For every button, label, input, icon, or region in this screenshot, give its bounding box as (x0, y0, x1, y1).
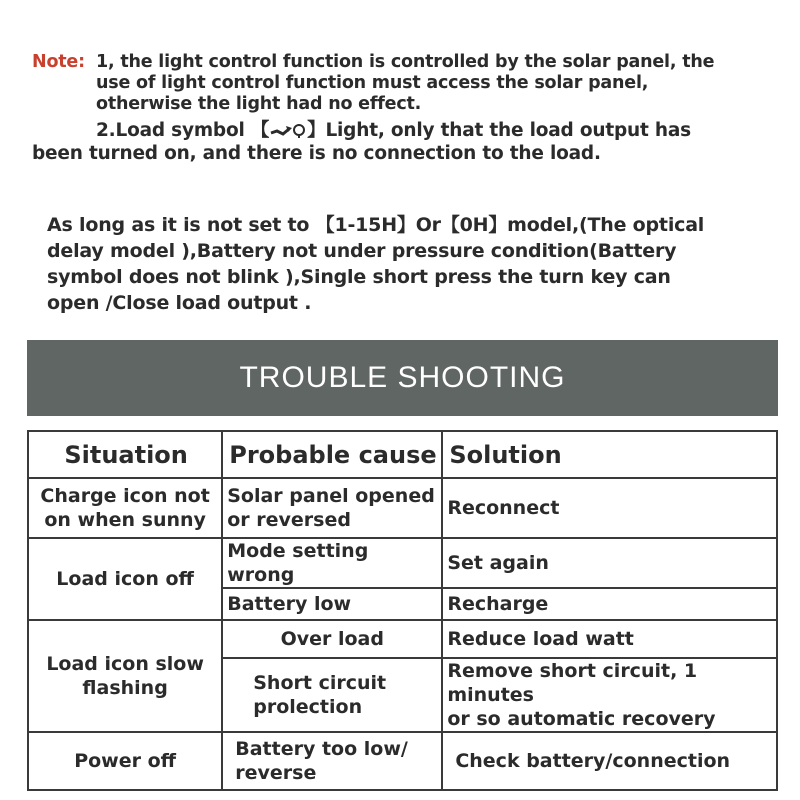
note-item-2-line-2: been turned on, and there is no connection to the load. (32, 143, 601, 164)
note-item-2 (32, 119, 787, 165)
table-row (28, 620, 777, 658)
solution-remove-short-circuit: Remove short circuit, 1 minutes or so automatic recovery (442, 658, 777, 732)
table-row (28, 732, 777, 790)
note-item-1 (32, 52, 787, 115)
trouble-shooting-table (27, 430, 778, 791)
situation-charge-icon: Charge icon not on when sunny (28, 478, 222, 538)
load-light-icon (269, 121, 307, 137)
cause-over-load: Over load (222, 620, 442, 658)
note-item-1-line-3: otherwise the light had no effect. (96, 94, 422, 114)
table-header-row (28, 431, 777, 478)
paragraph-line-2: delay model ),Battery not under pressure condition(Battery (47, 240, 677, 262)
cause-short-circuit: Short circuit prolection (222, 658, 442, 732)
solution-check-battery: Check battery/connection (442, 732, 777, 790)
note-item-2-prefix: 2.Load symbol 【 (96, 120, 270, 141)
trouble-shooting-banner (27, 340, 778, 416)
solution-reduce-load: Reduce load watt (442, 620, 777, 658)
banner-title: TROUBLE SHOOTING (239, 361, 566, 394)
cause-solar-panel: Solar panel opened or reversed (222, 478, 442, 538)
load-output-paragraph (47, 212, 777, 316)
situation-load-icon-slow: Load icon slow flashing (28, 620, 222, 732)
situation-power-off: Power off (28, 732, 222, 790)
solution-recharge: Recharge (442, 588, 777, 620)
cause-battery-low: Battery low (222, 588, 442, 620)
paragraph-line-3: symbol does not blink ),Single short press the turn key can (47, 266, 671, 288)
cause-battery-too-low: Battery too low/ reverse (222, 732, 442, 790)
solution-reconnect: Reconnect (442, 478, 777, 538)
table-row (28, 478, 777, 538)
note-label: Note: (32, 52, 85, 72)
header-probable-cause: Probable cause (222, 431, 442, 478)
note-item-1-line-1: 1, the light control function is controlled by the solar panel, the (96, 52, 715, 72)
situation-load-icon-off: Load icon off (28, 538, 222, 620)
paragraph-line-4: open /Close load output . (47, 292, 312, 314)
paragraph-line-1: As long as it is not set to 【1-15H】Or【0H】model,(The optical (47, 214, 705, 236)
header-solution: Solution (442, 431, 777, 478)
note-item-2-suffix: 】Light, only that the load output has (307, 120, 691, 141)
table-row (28, 538, 777, 588)
note-section (32, 52, 787, 165)
solution-set-again: Set again (442, 538, 777, 588)
header-situation: Situation (28, 431, 222, 478)
note-item-1-line-2: use of light control function must access the solar panel, (96, 73, 649, 93)
cause-mode-setting: Mode setting wrong (222, 538, 442, 588)
